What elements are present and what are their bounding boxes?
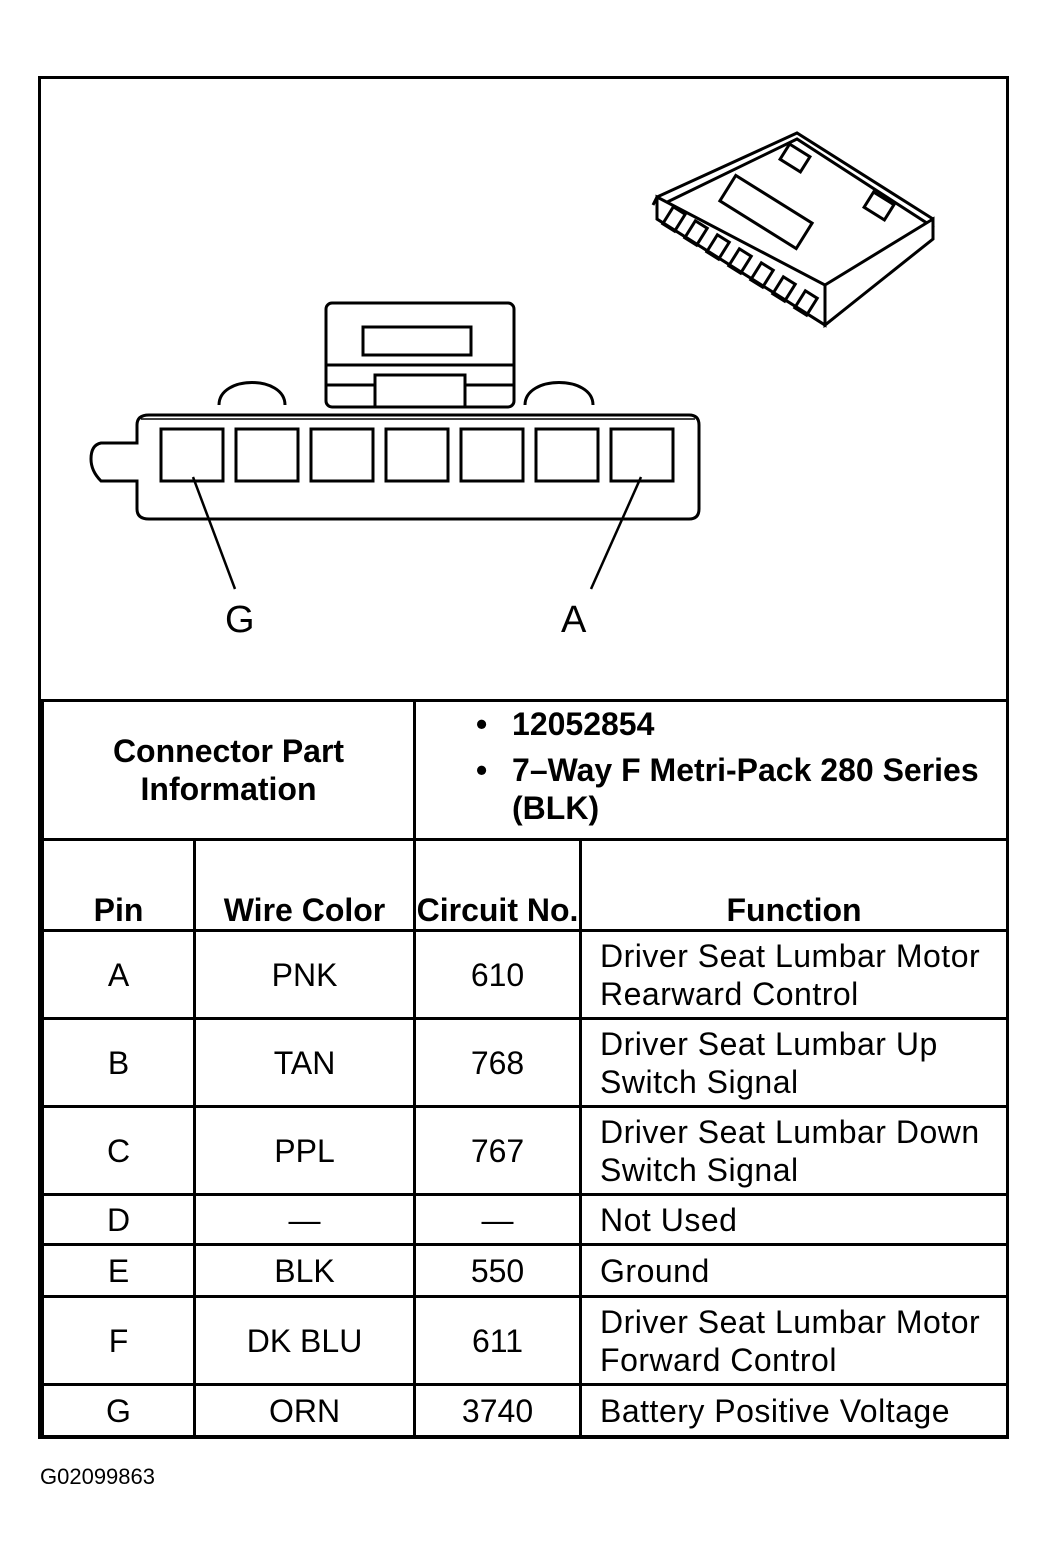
- cell-function: Driver Seat Lumbar Up Switch Signal: [581, 1019, 1008, 1107]
- table-row: [43, 1107, 1008, 1195]
- cell-circuit: 767: [415, 1107, 581, 1195]
- header-function: Function: [581, 840, 1008, 931]
- header-pin: Pin: [43, 840, 195, 931]
- cell-wire-color: —: [195, 1195, 415, 1245]
- cell-pin: F: [43, 1297, 195, 1385]
- connector-3d-view: [653, 133, 933, 325]
- connector-part-info-row: [43, 701, 1008, 840]
- connector-part-number: • 12052854: [476, 705, 1006, 743]
- cell-pin: C: [43, 1107, 195, 1195]
- cell-wire-color: ORN: [195, 1385, 415, 1437]
- cell-circuit: 610: [415, 931, 581, 1019]
- cell-wire-color: PPL: [195, 1107, 415, 1195]
- cell-pin: A: [43, 931, 195, 1019]
- pin-label-a: A: [561, 599, 587, 641]
- table-row: [43, 1019, 1008, 1107]
- header-circuit-no: Circuit No.: [415, 840, 581, 931]
- cell-function: Ground: [581, 1245, 1008, 1297]
- connector-frame: [38, 76, 1009, 1439]
- cell-wire-color: TAN: [195, 1019, 415, 1107]
- cell-pin: E: [43, 1245, 195, 1297]
- table-row: [43, 931, 1008, 1019]
- cell-circuit: 768: [415, 1019, 581, 1107]
- connector-face-view: [91, 303, 699, 589]
- connector-part-info-values: [415, 701, 1008, 840]
- table-row: [43, 1195, 1008, 1245]
- cell-pin: G: [43, 1385, 195, 1437]
- pinout-table: [41, 699, 1009, 1438]
- connector-drawing: [41, 79, 1006, 699]
- cell-pin: B: [43, 1019, 195, 1107]
- connector-type: • 7–Way F Metri-Pack 280 Series (BLK): [476, 751, 1006, 827]
- cell-circuit: 3740: [415, 1385, 581, 1437]
- table-row: [43, 1245, 1008, 1297]
- table-row: [43, 1297, 1008, 1385]
- cell-wire-color: DK BLU: [195, 1297, 415, 1385]
- cell-function: Driver Seat Lumbar Down Switch Signal: [581, 1107, 1008, 1195]
- cell-function: Driver Seat Lumbar Motor Rearward Control: [581, 931, 1008, 1019]
- table-row: [43, 1385, 1008, 1437]
- cell-pin: D: [43, 1195, 195, 1245]
- pin-label-g: G: [225, 599, 255, 641]
- cell-circuit: 611: [415, 1297, 581, 1385]
- table-header-row: [43, 840, 1008, 931]
- cell-circuit: 550: [415, 1245, 581, 1297]
- cell-function: Driver Seat Lumbar Motor Forward Control: [581, 1297, 1008, 1385]
- header-wire-color: Wire Color: [195, 840, 415, 931]
- figure-code: G02099863: [40, 1464, 155, 1489]
- cell-function: Not Used: [581, 1195, 1008, 1245]
- cell-wire-color: PNK: [195, 931, 415, 1019]
- cell-function: Battery Positive Voltage: [581, 1385, 1008, 1437]
- cell-wire-color: BLK: [195, 1245, 415, 1297]
- cell-circuit: —: [415, 1195, 581, 1245]
- connector-part-info-label: Connector Part Information: [43, 701, 415, 840]
